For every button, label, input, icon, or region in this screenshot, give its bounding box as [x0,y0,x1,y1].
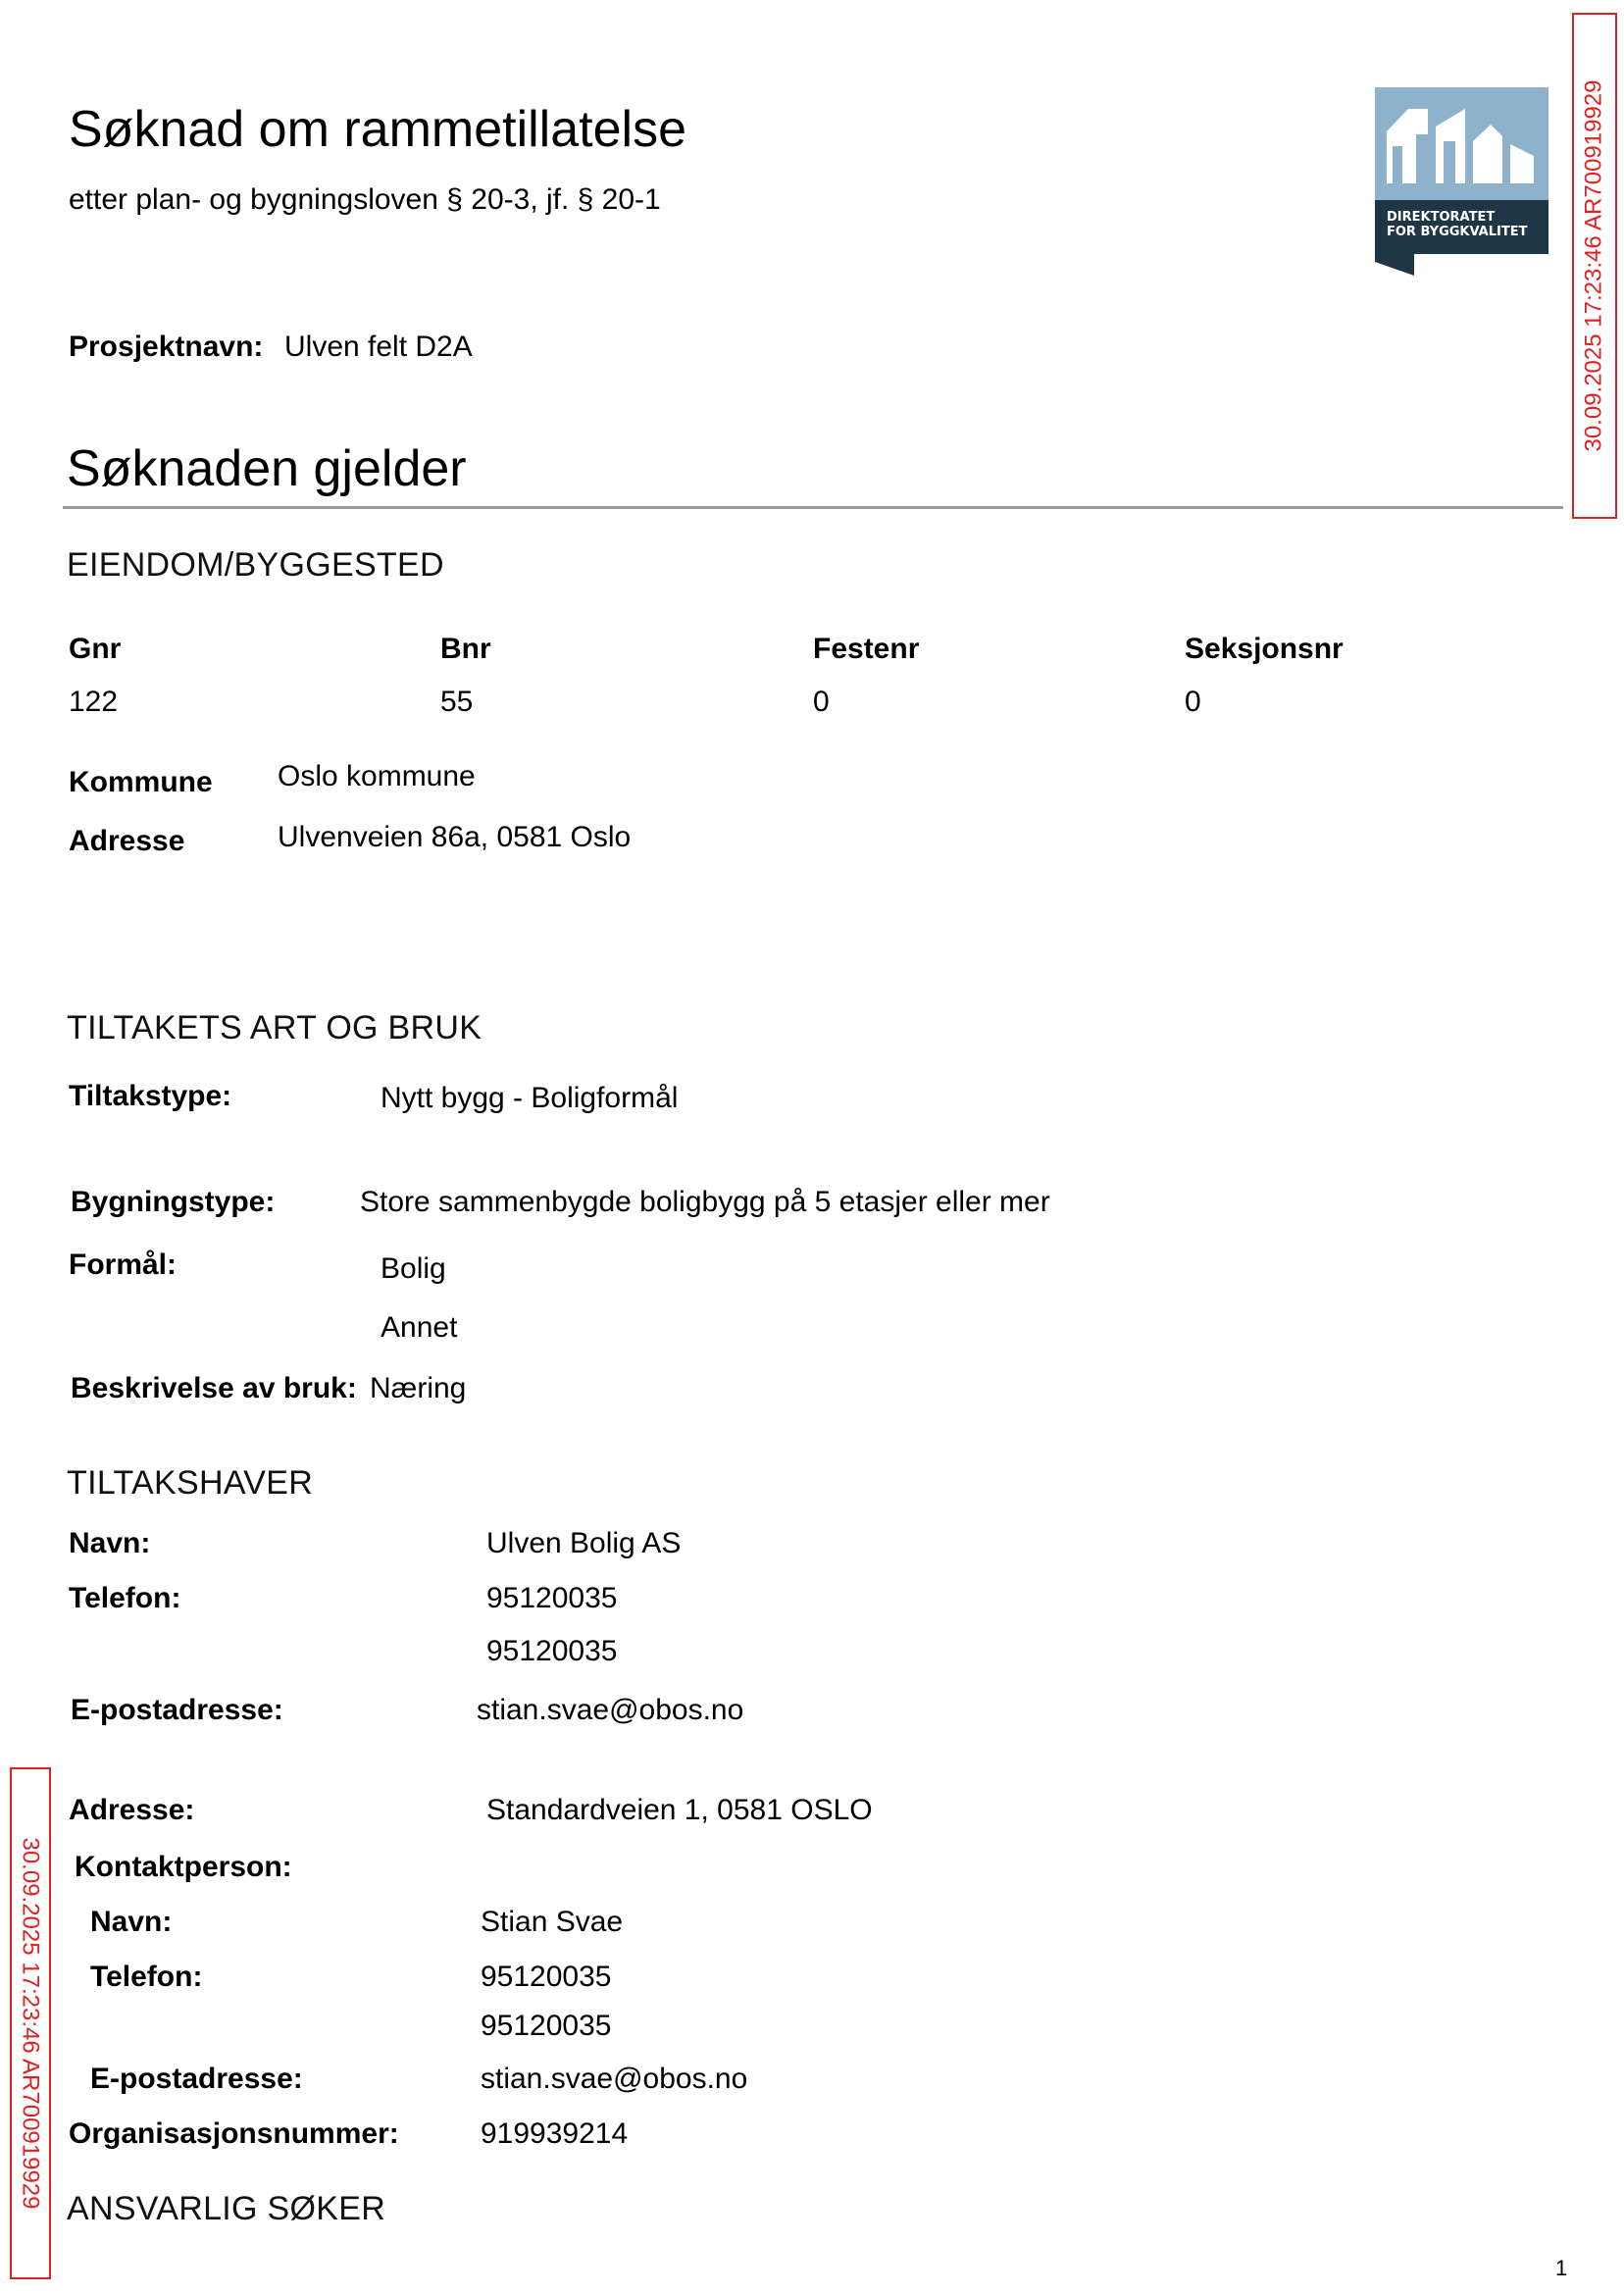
measure-type-label: Tiltakstype: [69,1080,232,1112]
contact-phone-value: 95120035 [481,1961,612,1993]
owner-address-value: Standardveien 1, 0581 OSLO [486,1794,873,1826]
building-type-value: Store sammenbygde boligbygg på 5 etasjer eller mer [360,1186,1050,1218]
use-description-label: Beskrivelse av bruk: [71,1372,357,1404]
owner-email-label: E-postadresse: [71,1694,283,1726]
gnr-value: 122 [69,686,119,718]
purpose-item: Annet [381,1311,458,1344]
receipt-stamp-bottom-text: 30.09.2025 17:23:46 AR700919929 [18,1837,44,2210]
owner-address-label: Adresse: [69,1794,195,1826]
owner-email-value: stian.svae@obos.no [477,1694,744,1726]
property-heading: EIENDOM/BYGGESTED [67,546,444,584]
logo-caption [1387,210,1527,239]
org-number-value: 919939214 [481,2117,629,2150]
owner-phone-label: Telefon: [69,1582,181,1614]
purpose-label: Formål: [69,1249,178,1281]
bnr-value: 55 [440,686,474,718]
project-name-value: Ulven felt D2A [284,331,473,363]
receipt-stamp-top-text: 30.09.2025 17:23:46 AR700919929 [1581,79,1607,452]
contact-person-label: Kontaktperson: [75,1851,292,1883]
municipality-label: Kommune [69,766,213,798]
logo-caption-line1: DIREKTORATET [1387,210,1496,225]
org-number-label: Organisasjonsnummer: [69,2117,399,2150]
gnr-label: Gnr [69,633,122,665]
owner-name-value: Ulven Bolig AS [486,1527,682,1559]
bnr-label: Bnr [440,633,491,665]
section-divider [63,506,1563,509]
property-address-value: Ulvenveien 86a, 0581 Oslo [278,821,632,853]
measure-type-value: Nytt bygg - Boligformål [381,1082,679,1114]
owner-heading: TILTAKSHAVER [67,1464,314,1502]
page-number: 1 [1555,2256,1568,2280]
contact-phone-value: 95120035 [481,2010,612,2042]
document-title: Søknad om rammetillatelse [69,101,686,158]
measure-heading: TILTAKETS ART OG BRUK [67,1009,482,1046]
project-name-label: Prosjektnavn: [69,331,264,363]
contact-name-value: Stian Svae [481,1906,624,1938]
owner-name-label: Navn: [69,1527,151,1559]
festenr-value: 0 [813,686,830,718]
contact-email-value: stian.svae@obos.no [481,2063,748,2095]
property-address-label: Adresse [69,825,185,857]
contact-email-label: E-postadresse: [90,2063,303,2095]
seksjonsnr-label: Seksjonsnr [1185,633,1344,665]
applicant-heading: ANSVARLIG SØKER [67,2190,386,2227]
receipt-stamp-bottom [10,1767,51,2279]
purpose-item: Bolig [381,1252,446,1285]
contact-phone-label: Telefon: [90,1961,203,1993]
logo-caption-line2: FOR BYGGKVALITET [1387,225,1528,239]
receipt-stamp-top [1572,13,1617,519]
document-subtitle: etter plan- og bygningsloven § 20-3, jf. § 20-1 [69,183,661,216]
owner-phone-value: 95120035 [486,1582,618,1614]
festenr-label: Festenr [813,633,920,665]
owner-phone-value: 95120035 [486,1635,618,1667]
municipality-value: Oslo kommune [278,760,476,792]
building-type-label: Bygningstype: [71,1186,276,1218]
application-heading: Søknaden gjelder [67,440,467,497]
contact-name-label: Navn: [90,1906,173,1938]
seksjonsnr-value: 0 [1185,686,1201,718]
dibk-logo [1375,87,1548,276]
use-description-value: Næring [370,1372,467,1404]
